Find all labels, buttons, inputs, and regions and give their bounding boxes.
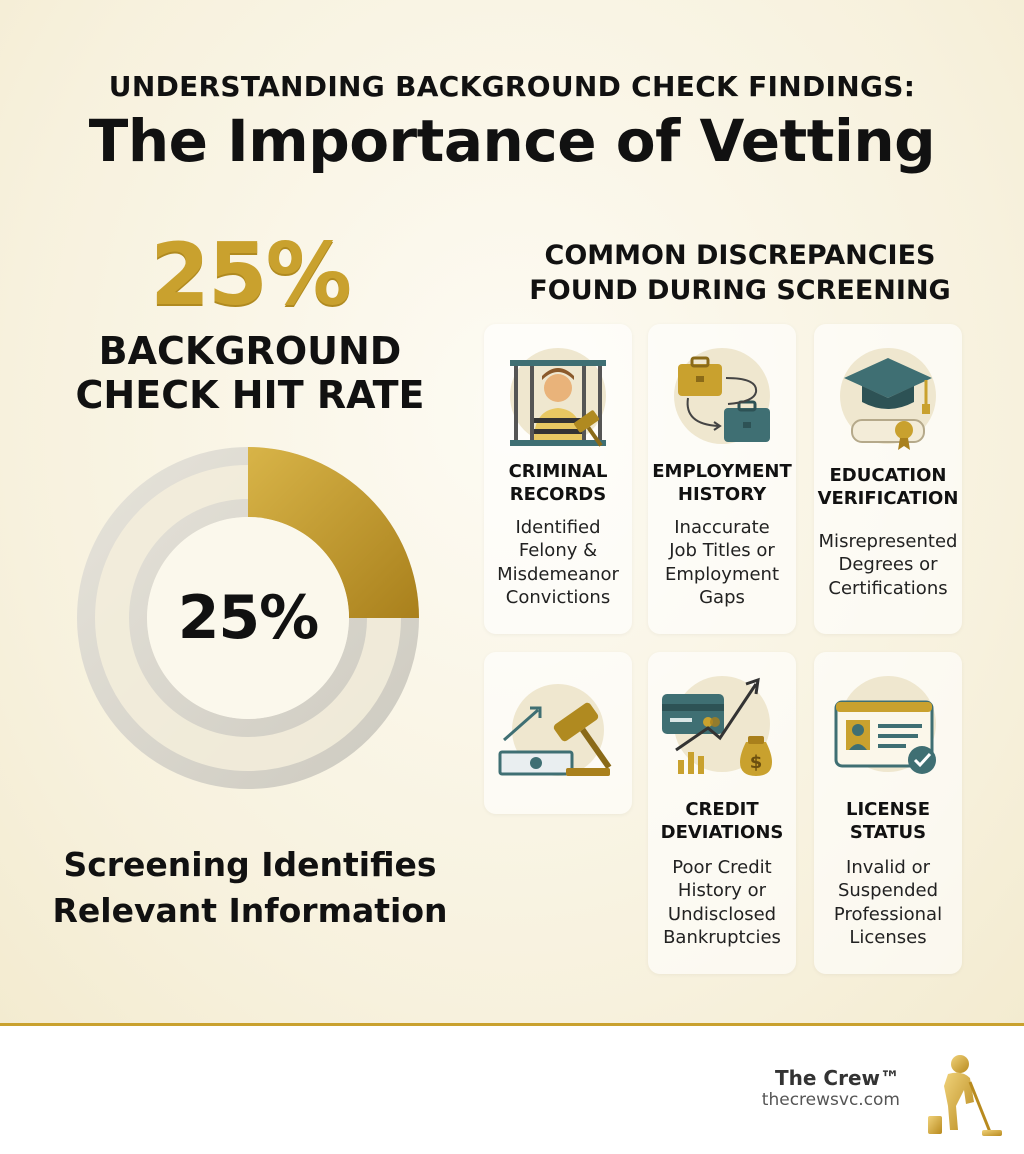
card-legal-financial (484, 652, 632, 814)
header (0, 70, 1024, 175)
header-subtitle: UNDERSTANDING BACKGROUND CHECK FINDINGS: (108, 70, 916, 103)
card-description (484, 516, 632, 610)
card-employment-history (648, 324, 796, 634)
card-desc-line: Undisclosed (667, 903, 777, 925)
card-title (648, 798, 796, 845)
card-credit-deviations (648, 652, 796, 974)
card-title-line: STATUS (849, 822, 927, 844)
hit-rate-label (40, 330, 460, 417)
svg-text:$: $ (749, 752, 763, 773)
card-title (814, 798, 962, 845)
card-title (484, 460, 632, 507)
card-desc-line: Poor Credit (672, 857, 772, 878)
gavel-money-icon (484, 670, 632, 790)
prisoner-gavel-icon (484, 336, 632, 456)
hit-rate-label-line2: CHECK HIT RATE (75, 372, 425, 417)
card-title-line: RECORDS (509, 484, 607, 506)
card-desc-line: Felony & (518, 540, 598, 562)
card-title-line: VERIFICATION (817, 488, 959, 510)
card-desc-line: Gaps (699, 587, 745, 609)
graduation-diploma-icon (814, 336, 962, 456)
card-title-line: CRIMINAL (508, 461, 608, 482)
card-desc-line: Job Titles or (669, 540, 775, 562)
donut-center-value: 25% (177, 583, 319, 653)
card-title-line: LICENSE (846, 799, 930, 820)
card-title-line: DEVIATIONS (660, 822, 784, 844)
card-description (648, 516, 796, 610)
hit-rate-donut (76, 446, 420, 790)
card-desc-line: History or (677, 880, 767, 902)
header-title: The Importance of Vetting (88, 107, 936, 175)
card-desc-line: Degrees or (838, 554, 938, 576)
card-desc-line: Misrepresented (818, 531, 958, 552)
card-description (648, 856, 796, 950)
card-desc-line: Suspended (837, 880, 939, 902)
janitor-mop-icon (918, 1050, 1008, 1140)
card-desc-line: Certifications (828, 577, 948, 599)
card-desc-line: Inaccurate (674, 517, 770, 538)
briefcase-transfer-icon (648, 336, 796, 456)
card-description (814, 856, 962, 950)
card-desc-line: Identified (515, 517, 601, 538)
hit-rate-label-line1: BACKGROUND (98, 329, 402, 373)
card-desc-line: Licenses (849, 927, 927, 949)
discrepancies-title-line1: COMMON DISCREPANCIES (544, 240, 936, 271)
id-card-check-icon (814, 664, 962, 784)
card-desc-line: Professional (833, 903, 943, 925)
card-desc-line: Misdemeanor (497, 563, 619, 585)
card-title-line: EMPLOYMENT (652, 461, 792, 482)
hit-rate-caption (40, 842, 460, 934)
card-criminal-records (484, 324, 632, 634)
discrepancies-title-line2: FOUND DURING SCREENING (529, 275, 951, 307)
hit-rate-value: 25% (150, 225, 350, 325)
card-description (814, 530, 962, 600)
hit-rate-caption-line2: Relevant Information (52, 891, 448, 931)
card-title (814, 464, 962, 511)
card-desc-line: Bankruptcies (663, 927, 781, 949)
hit-rate-caption-line1: Screening Identifies (63, 845, 437, 884)
brand-url[interactable]: thecrewsvc.com (761, 1090, 900, 1110)
card-desc-line: Convictions (505, 587, 611, 609)
hit-rate-section (40, 225, 460, 417)
card-title-line: EDUCATION (829, 465, 947, 486)
brand-name: The Crew™ (775, 1066, 900, 1090)
card-title-line: HISTORY (677, 484, 767, 506)
card-title-line: CREDIT (685, 799, 759, 820)
card-title (648, 460, 796, 507)
card-desc-line: Employment (664, 563, 780, 585)
card-education-verification (814, 324, 962, 634)
card-desc-line: Invalid or (846, 857, 930, 878)
discrepancies-title (480, 238, 1000, 308)
credit-moneybag-icon (648, 664, 796, 784)
card-license-status (814, 652, 962, 974)
footer-divider (0, 1023, 1024, 1026)
